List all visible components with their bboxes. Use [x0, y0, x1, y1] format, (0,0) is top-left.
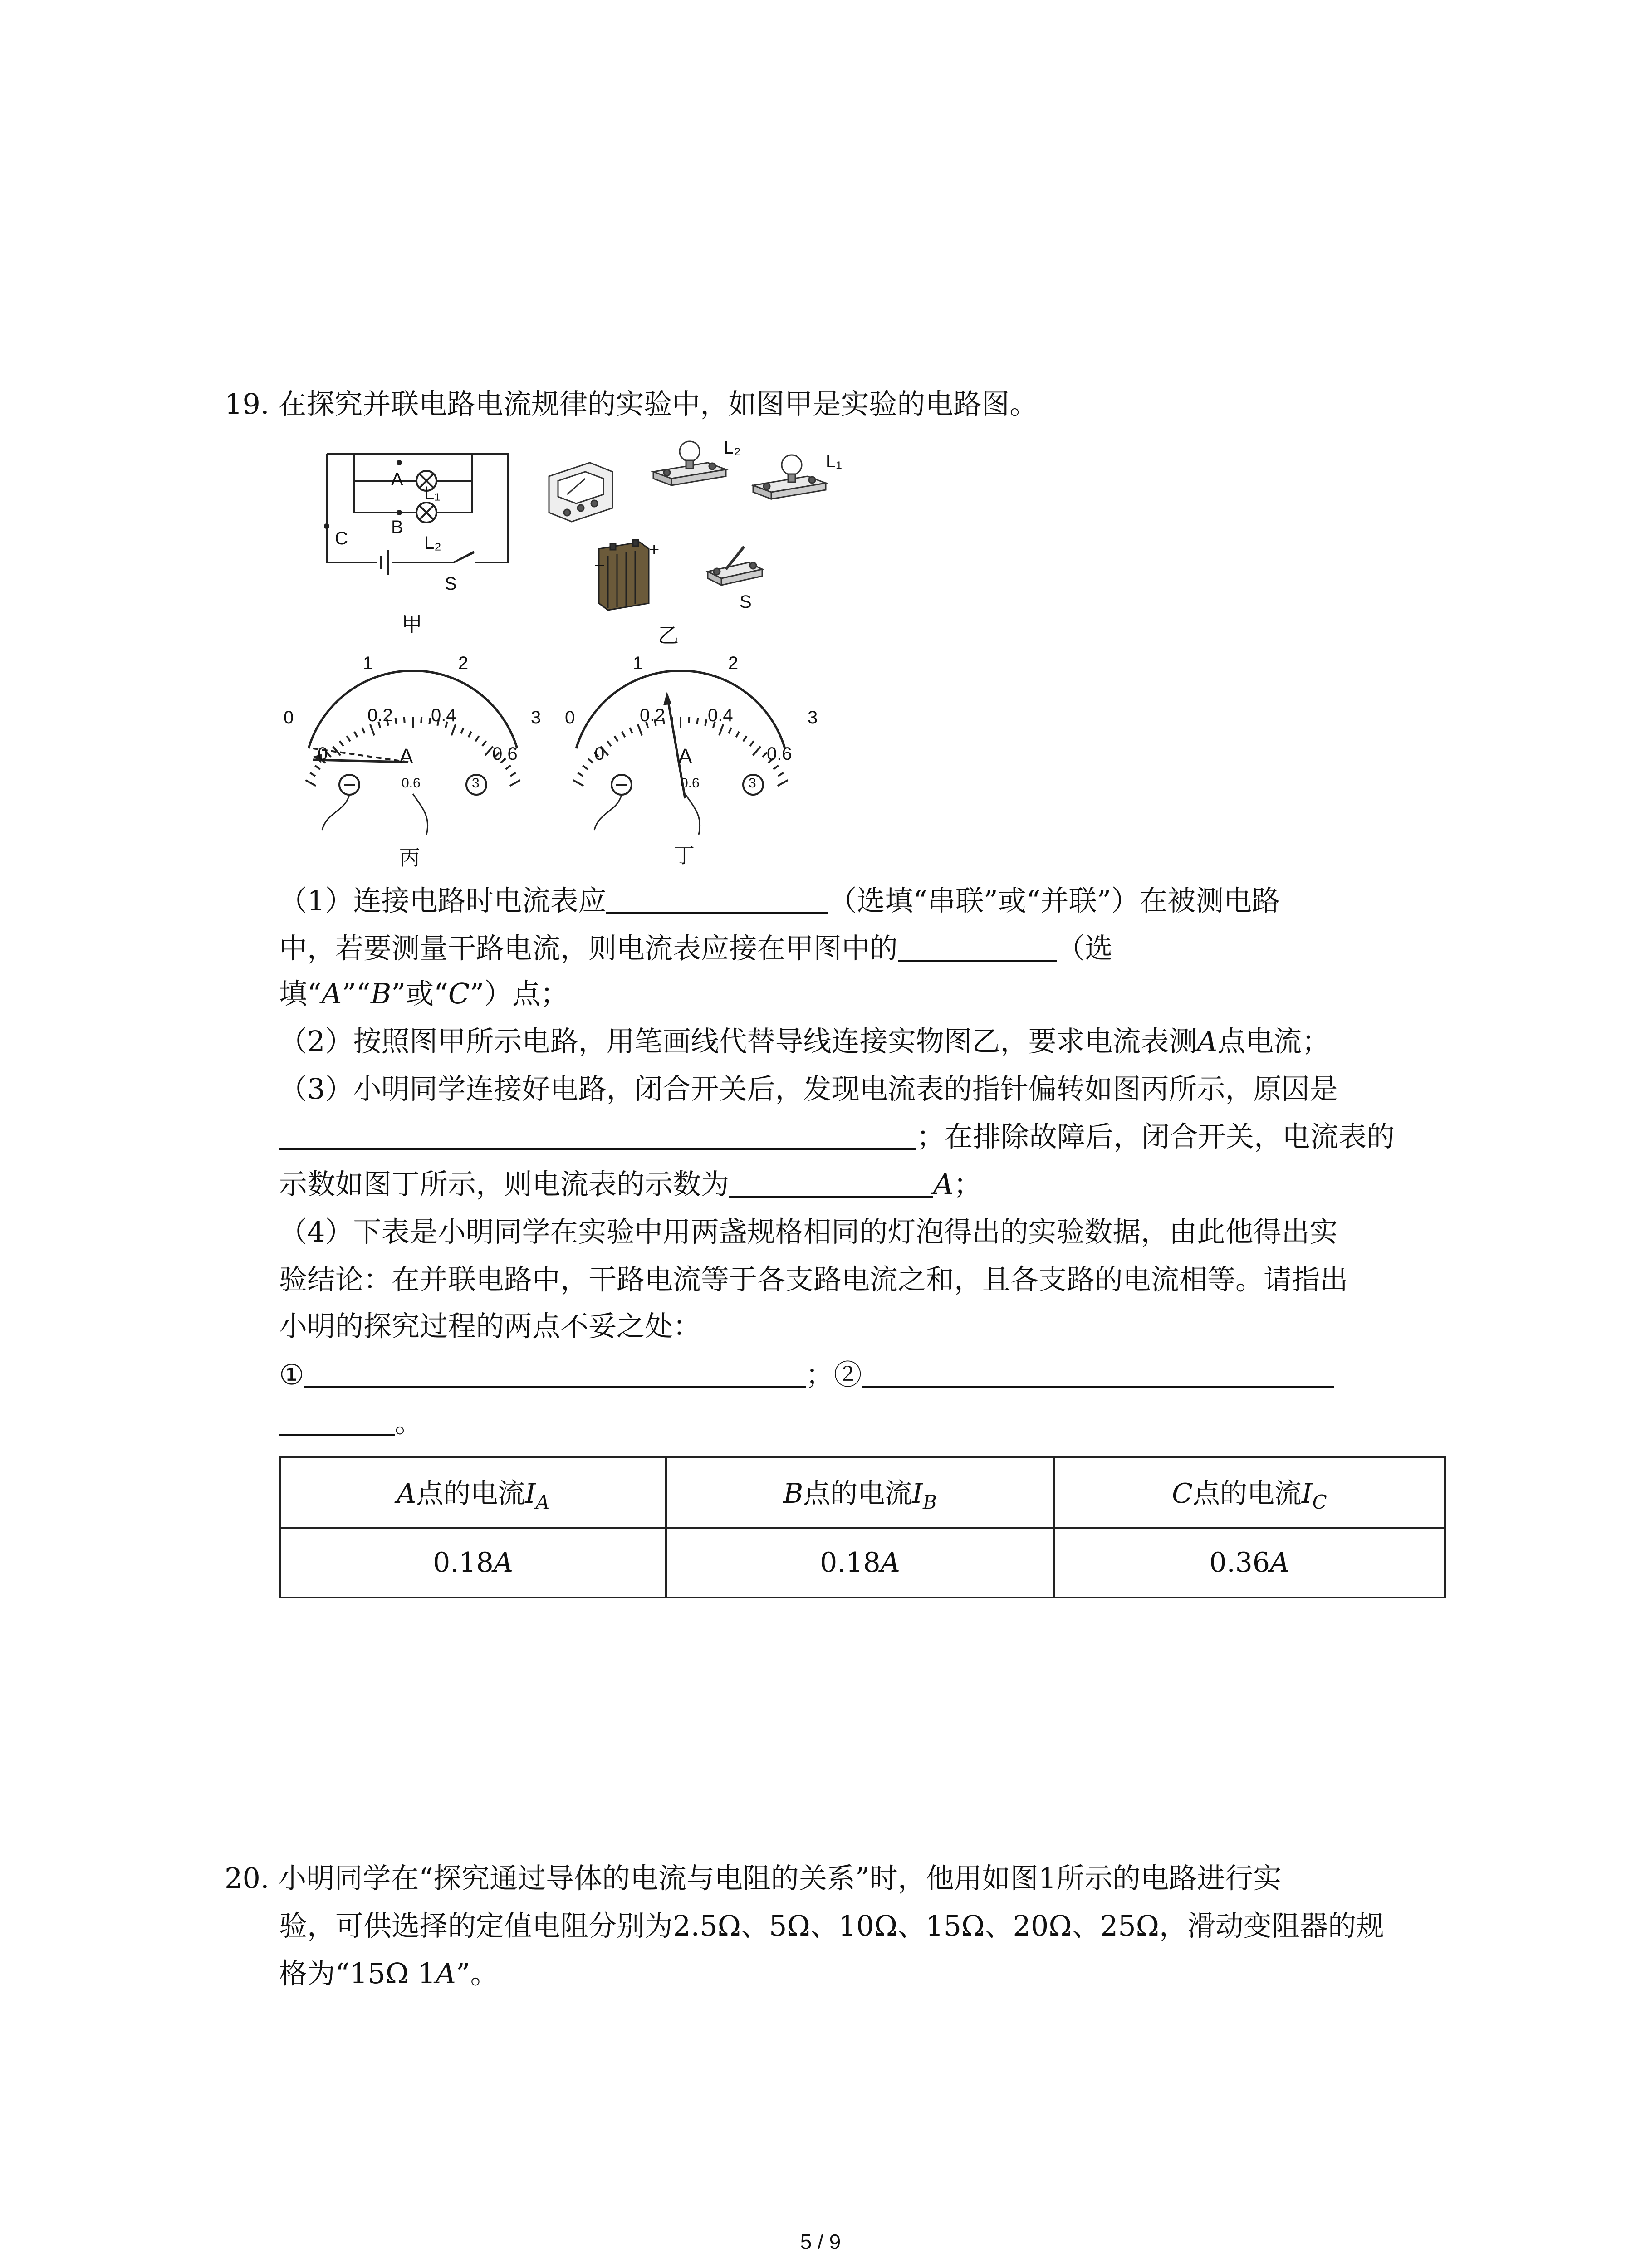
- caption-ding: 丁: [674, 843, 695, 868]
- bing-terminal-3: 3: [472, 776, 480, 791]
- dial-tick: [719, 724, 723, 735]
- dial-tick: [468, 732, 471, 737]
- q19-p3-b: ；在排除故障后，闭合开关，电流表的: [916, 1120, 1395, 1153]
- answer-blank-6[interactable]: [862, 1361, 1334, 1388]
- q19-p3-line2: [279, 1120, 1395, 1153]
- bing-bot-0: 0: [318, 744, 328, 764]
- table-cell: 0.36A: [1054, 1528, 1445, 1598]
- table-header-row: [280, 1457, 1445, 1528]
- dial-tick: [429, 718, 430, 724]
- dial-tick: [753, 747, 760, 756]
- q19-p3-unit: A: [933, 1168, 954, 1201]
- table-row: [280, 1528, 1445, 1598]
- q19-p4-line3: 小明的探究过程的两点不妥之处：: [279, 1310, 701, 1343]
- bing-bot-06: 0.6: [492, 744, 518, 764]
- bing-top-2: 2: [458, 653, 469, 673]
- q19-p3-c: 示数如图丁所示，则电流表的示数为: [279, 1168, 730, 1201]
- ding-top-2: 2: [728, 653, 739, 673]
- dial-tick: [475, 736, 479, 742]
- table-cell: 0.18A: [666, 1528, 1053, 1598]
- dial-tick: [607, 741, 611, 746]
- q20-l3-A: A: [436, 1957, 456, 1990]
- dial-tick: [729, 728, 731, 733]
- label-yi-S: S: [740, 592, 752, 612]
- q20-l3-b: ”。: [456, 1957, 499, 1990]
- q19-p4-e: 。: [395, 1406, 423, 1439]
- bing-top-0: 0: [284, 708, 294, 728]
- figure-jia-circuit: [318, 445, 517, 594]
- dial-tick: [743, 736, 747, 742]
- bing-terminal-06: 0.6: [402, 776, 421, 791]
- answer-blank-5[interactable]: [304, 1361, 806, 1388]
- dial-tick: [778, 772, 784, 776]
- caption-bing: 丙: [399, 846, 420, 870]
- q19-p1-a: （1）连接电路时电流表应: [279, 884, 607, 917]
- dial-tick: [510, 772, 516, 776]
- label-C: C: [335, 528, 348, 548]
- bing-top-1: 1: [363, 653, 373, 673]
- dial-tick: [404, 717, 405, 723]
- ding-unit: A: [678, 744, 692, 768]
- q20-l3-a: 格为“15Ω 1: [279, 1957, 436, 1990]
- q19-p1-A: A: [321, 977, 342, 1010]
- dial-tick: [778, 780, 788, 786]
- q19-stem: 19. 在探究并联电路电流规律的实验中，如图甲是实验的电路图。: [225, 387, 1038, 420]
- ding-bot-06: 0.6: [767, 744, 792, 764]
- q19-p4-d1: ①: [279, 1358, 304, 1391]
- q19-p1-h: ”）点；: [470, 977, 569, 1010]
- table-cell: 0.18A: [280, 1528, 666, 1598]
- q19-p2: [279, 1027, 1330, 1056]
- dial-tick: [396, 718, 397, 724]
- dial-tick: [614, 736, 618, 742]
- dial-tick: [510, 780, 520, 786]
- caption-yi: 乙: [658, 623, 679, 648]
- label-A: A: [391, 469, 403, 489]
- q19-p1-g: ”或“: [391, 977, 448, 1010]
- q19-p2-b: 点电流；: [1217, 1025, 1330, 1058]
- label-L1: L₁: [424, 483, 441, 503]
- answer-blank-6b[interactable]: [279, 1408, 395, 1436]
- q19-p4-d2: ；②: [805, 1358, 862, 1391]
- dial-tick: [630, 728, 632, 733]
- dial-tick: [461, 728, 464, 733]
- dial-tick: [588, 759, 593, 763]
- q19-p1-b: （选填“串联”或“并联”）在被测电路: [828, 884, 1280, 917]
- q19-p1-e: 填“: [279, 977, 322, 1010]
- ding-bot-0: 0: [594, 744, 605, 764]
- dial-tick: [697, 718, 698, 724]
- dial-tick: [506, 766, 511, 769]
- q19-p1-line3: [279, 977, 569, 1010]
- bing-bot-02: 0.2: [367, 705, 393, 725]
- table-header-cell: C点的电流$I_C$: [1054, 1457, 1445, 1528]
- q19-p4-line2: 验结论：在并联电路中，干路电流等于各支路电流之和，且各支路的电流相等。请指出: [279, 1263, 1348, 1296]
- dial-tick: [750, 741, 754, 746]
- dial-tick: [573, 780, 583, 786]
- dial-tick: [305, 780, 316, 786]
- dial-tick: [362, 728, 365, 733]
- q19-p4-line1: （4）下表是小明同学在实验中用两盏规格相同的灯泡得出的实验数据，由此他得出实: [279, 1215, 1338, 1248]
- dial-tick: [315, 766, 320, 769]
- q19-p2-A: A: [1197, 1025, 1218, 1058]
- answer-blank-4[interactable]: [729, 1170, 933, 1198]
- table-header-cell: B点的电流$I_B$: [666, 1457, 1053, 1528]
- dial-tick: [354, 732, 358, 737]
- label-yi-plus: +: [649, 540, 660, 560]
- q19-p1-line1: [279, 884, 1280, 917]
- label-yi-minus: −: [594, 556, 605, 576]
- dial-tick: [347, 736, 350, 742]
- q19-p1-d: （选: [1057, 932, 1113, 965]
- label-yi-L1: L₁: [826, 451, 842, 471]
- ding-bot-02: 0.2: [640, 705, 665, 725]
- ding-terminal-3: 3: [749, 776, 756, 791]
- ding-terminal-06: 0.6: [681, 776, 700, 791]
- q19-p4-line4: [279, 1358, 1334, 1391]
- bing-top-3: 3: [531, 708, 541, 728]
- q19-p1-f: ”“: [342, 977, 371, 1010]
- dial-tick: [340, 741, 343, 746]
- ding-top-3: 3: [808, 708, 818, 728]
- label-S: S: [445, 574, 457, 594]
- data-table: [279, 1456, 1446, 1598]
- dial-tick: [451, 724, 456, 735]
- q19-p1-c: 中，若要测量干路电流，则电流表应接在甲图中的: [279, 932, 898, 965]
- dial-tick: [638, 724, 642, 735]
- q19-p2-a: （2）按照图甲所示电路，用笔画线代替导线连接实物图乙，要求电流表测: [279, 1025, 1197, 1058]
- q19-p1-B: B: [370, 977, 392, 1010]
- table-header-cell: A点的电流$I_A$: [280, 1457, 666, 1528]
- ding-top-0: 0: [565, 708, 575, 728]
- dial-tick: [578, 772, 583, 776]
- q19-p1-line2: [279, 934, 1113, 963]
- q20-line2: 验，可供选择的定值电阻分别为2.5Ω、5Ω、10Ω、15Ω、20Ω、25Ω，滑动变阻器的规: [279, 1909, 1385, 1942]
- q19-p3-d: ；: [953, 1168, 982, 1201]
- bing-bot-04: 0.4: [431, 705, 456, 725]
- label-yi-L2: L₂: [724, 438, 741, 458]
- dial-tick: [705, 719, 706, 726]
- dial-tick: [310, 772, 315, 776]
- label-B: B: [391, 517, 403, 537]
- ding-bot-04: 0.4: [708, 705, 733, 725]
- dial-tick: [774, 766, 779, 769]
- dial-tick: [583, 766, 588, 769]
- dial-tick: [482, 741, 486, 746]
- answer-blank-1[interactable]: [606, 887, 828, 914]
- answer-blank-2[interactable]: [898, 934, 1057, 962]
- ding-top-1: 1: [633, 653, 643, 673]
- bing-unit: A: [399, 744, 413, 768]
- q19-p4-line5: [279, 1408, 423, 1437]
- q20-line3: [279, 1957, 499, 1990]
- label-L2: L₂: [424, 533, 441, 553]
- q19-p3-line1: （3）小明同学连接好电路，闭合开关后，发现电流表的指针偏转如图丙所示，原因是: [279, 1072, 1338, 1105]
- q20-line1: 20. 小明同学在“探究通过导体的电流与电阻的关系”时，他用如图1所示的电路进行实: [225, 1862, 1282, 1895]
- dial-tick: [622, 732, 625, 737]
- dial-tick: [736, 732, 739, 737]
- page-number: 5 / 9: [800, 2230, 841, 2253]
- q19-p3-line3: [279, 1168, 982, 1201]
- q19-p1-C: C: [448, 977, 470, 1010]
- caption-jia: 甲: [402, 612, 422, 636]
- dial-tick: [370, 724, 374, 735]
- dial-tick: [485, 747, 493, 756]
- answer-blank-3[interactable]: [279, 1123, 916, 1150]
